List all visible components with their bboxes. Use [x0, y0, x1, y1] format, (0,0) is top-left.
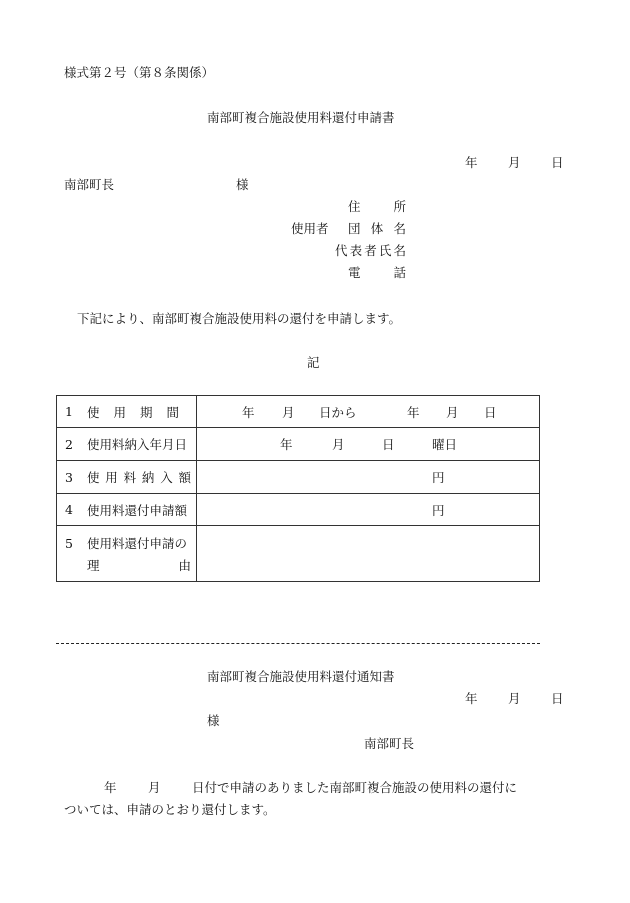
notice-date-day: 日 [551, 691, 564, 706]
separator-line [56, 643, 540, 644]
usage-start-year: 年 [242, 404, 255, 420]
refund-amount-field[interactable] [197, 494, 540, 526]
refund-reason-field[interactable] [197, 526, 540, 582]
table-row [57, 396, 540, 428]
payment-amount-yen: 円 [432, 470, 445, 485]
row-number: 4 [65, 502, 73, 517]
notice-date-month: 月 [508, 691, 521, 706]
payment-weekday: 曜日 [432, 437, 458, 452]
row-label-refund-reason-line2: 理由 [87, 558, 191, 573]
row-number: 2 [65, 436, 73, 452]
usage-start-day: 日から [319, 404, 357, 420]
row-label-payment-amount: 使用料納入額 [87, 470, 191, 485]
refund-amount-yen: 円 [432, 502, 445, 518]
notice-body-year: 年 [104, 780, 117, 795]
application-date-day: 日 [551, 155, 564, 170]
usage-end-year: 年 [407, 404, 420, 420]
applicant-phone-label: 電話 [348, 265, 406, 280]
notice-date-year: 年 [465, 691, 478, 706]
table-row [57, 428, 540, 461]
applicant-organization-label: 団体名 [348, 221, 406, 236]
notice-issuer: 南部町長 [364, 736, 415, 751]
form-number: 様式第２号（第８条関係） [64, 65, 215, 80]
usage-period-field[interactable] [197, 396, 540, 428]
row-label-usage-period: 使用期間 [87, 404, 179, 420]
payment-year: 年 [280, 437, 293, 452]
applicant-address-label: 住所 [348, 199, 406, 214]
notice-honorific: 様 [207, 713, 220, 728]
table-row [57, 494, 540, 526]
payment-amount-field[interactable] [197, 461, 540, 494]
row-label-payment-date: 使用料納入年月日 [87, 437, 188, 452]
table-row [57, 526, 540, 582]
application-date-month: 月 [508, 155, 521, 170]
applicant-group-label: 使用者 [291, 221, 329, 236]
row-label-refund-amount: 使用料還付申請額 [87, 502, 188, 518]
application-body: 下記により、南部町複合施設使用料の還付を申請します。 [77, 311, 402, 326]
application-title: 南部町複合施設使用料還付申請書 [207, 110, 395, 125]
notice-body-line2: ついては、申請のとおり還付します。 [64, 802, 276, 817]
payment-month: 月 [332, 437, 345, 452]
row-number: 1 [65, 404, 73, 419]
addressee: 南部町長 [64, 177, 115, 192]
usage-end-month: 月 [446, 404, 459, 420]
applicant-representative-label: 代表者氏名 [335, 243, 406, 258]
application-table [56, 395, 540, 582]
notice-body-text: 日付で申請のありました南部町複合施設の使用料の還付に [192, 780, 518, 795]
row-number: 3 [65, 469, 73, 485]
notice-title: 南部町複合施設使用料還付通知書 [207, 669, 395, 684]
payment-day: 日 [382, 437, 395, 452]
notice-body-month: 月 [148, 780, 161, 795]
table-row [57, 461, 540, 494]
addressee-honorific: 様 [236, 177, 249, 192]
usage-start-month: 月 [282, 404, 295, 420]
usage-end-day: 日 [484, 404, 497, 420]
row-label-refund-reason-line1: 使用料還付申請の [87, 536, 188, 551]
row-number: 5 [65, 536, 73, 551]
ki-heading: 記 [307, 355, 320, 370]
payment-date-field[interactable] [197, 428, 540, 461]
application-date-year: 年 [465, 155, 478, 170]
